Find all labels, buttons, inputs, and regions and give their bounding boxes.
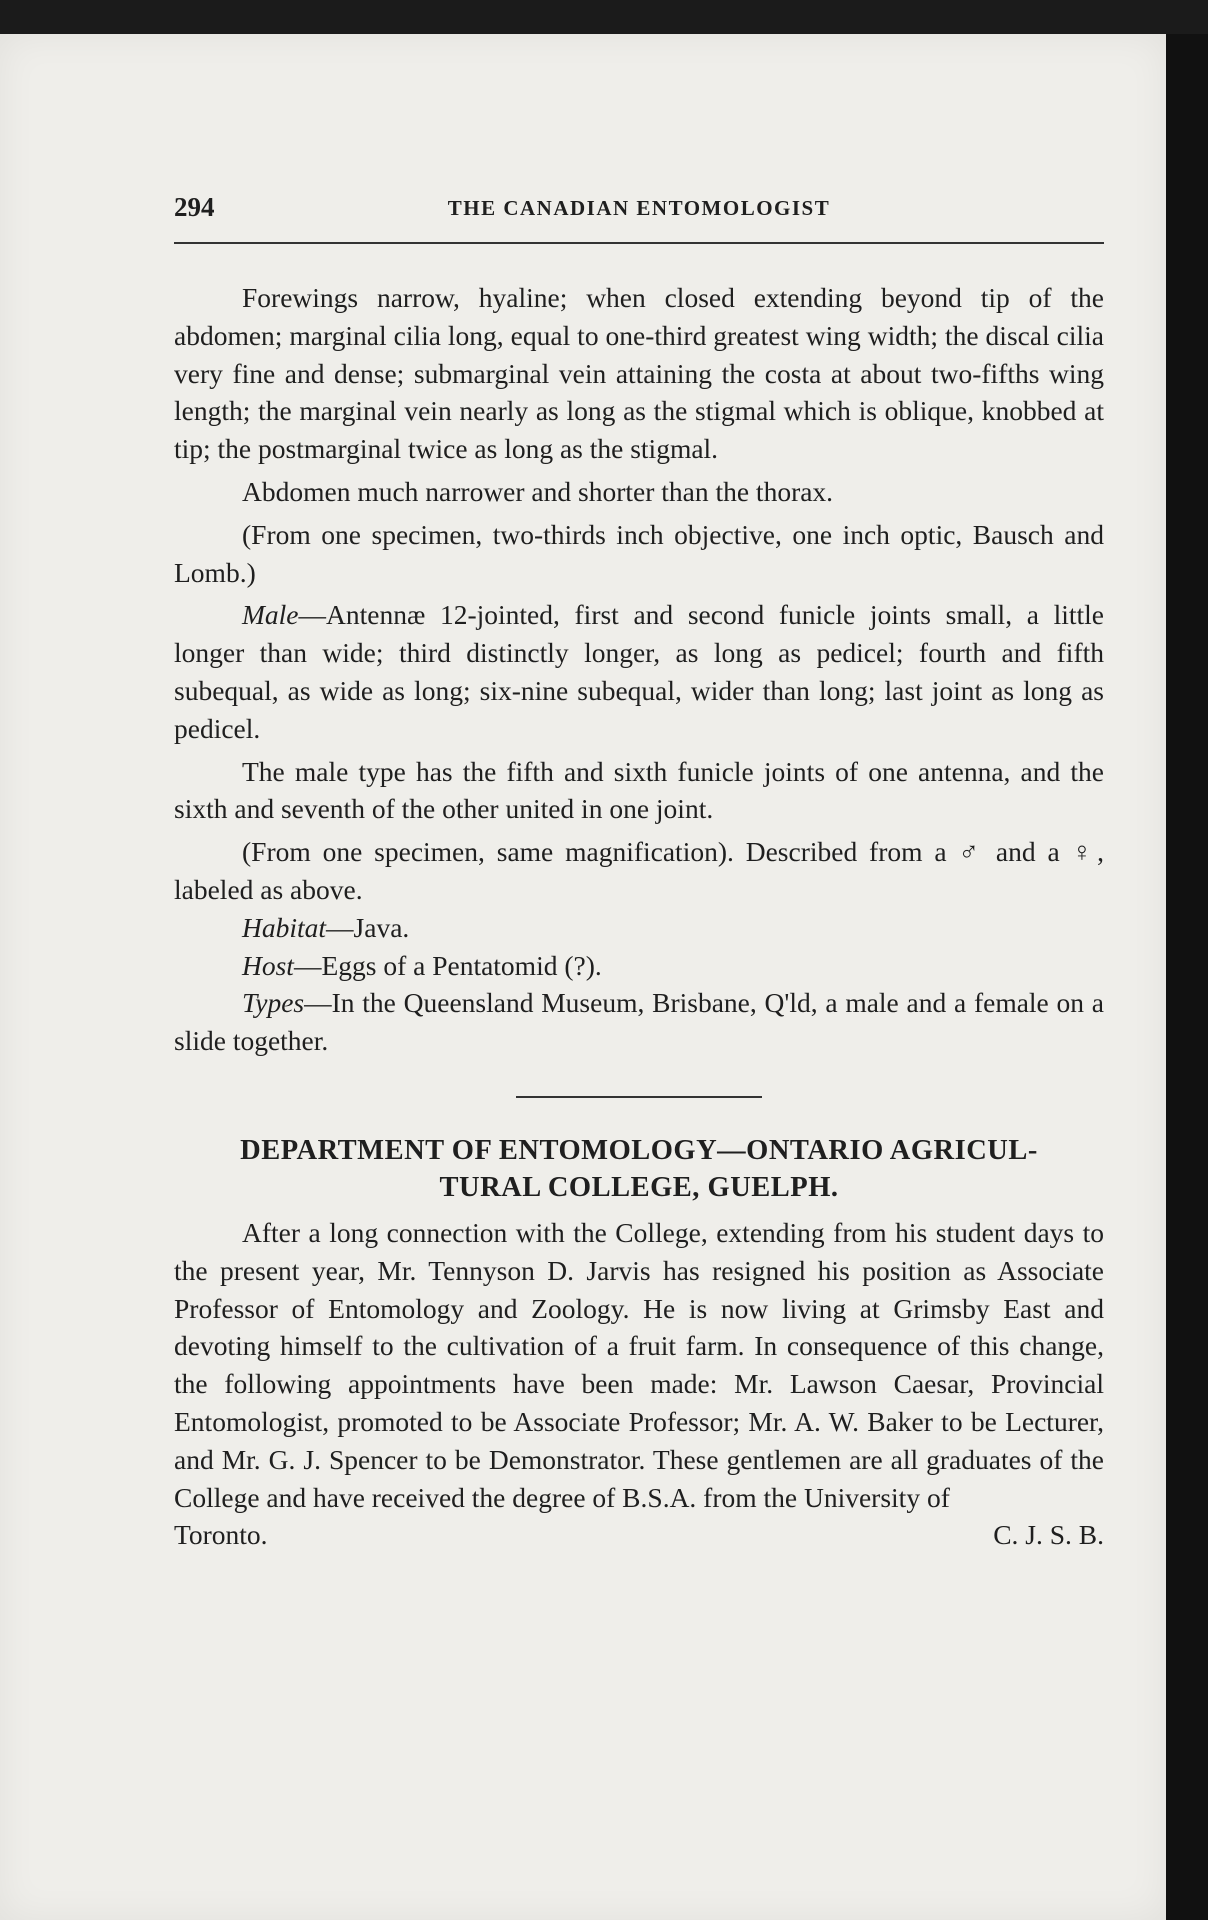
host-text: —Eggs of a Pentatomid (?). [293, 949, 602, 981]
department-heading [174, 1132, 1104, 1206]
types-label: Types [242, 987, 305, 1019]
host-paragraph [174, 947, 1104, 985]
signoff-line [174, 1516, 1104, 1554]
habitat-label: Habitat [242, 911, 327, 943]
described-from-paragraph: (From one specimen, same magnification). Described from a ♂ and a ♀, labeled as above. [174, 836, 1104, 905]
running-head [174, 192, 1104, 232]
male-paragraph [174, 596, 1104, 747]
types-paragraph [174, 984, 1104, 1060]
habitat-text: —Java. [326, 911, 410, 943]
habitat-paragraph [174, 909, 1104, 947]
male-label: Male [242, 599, 299, 631]
abdomen-paragraph: Abdomen much narrower and shorter than the thorax. [242, 475, 834, 507]
male-type-paragraph: The male type has the fifth and sixth funicle joints of one antenna, and the sixth and seventh of the other united in one joint. [174, 755, 1104, 825]
male-text: —Antennæ 12-jointed, first and second funicle joints small, a little longer than wide; third distinctly longer, as long as pedicel; fourth and fifth subequal, as wide as long; six-nine subequal, wider than long; last joint as long as pedicel. [174, 599, 1104, 744]
section-separator [516, 1096, 762, 1098]
page-number: 294 [174, 192, 215, 222]
specimen-note-paragraph: (From one specimen, two-thirds inch objective, one inch optic, Bausch and Lomb.) [174, 518, 1104, 588]
department-heading-line1: DEPARTMENT OF ENTOMOLOGY—ONTARIO AGRICUL- [240, 1134, 1038, 1166]
journal-title: THE CANADIAN ENTOMOLOGIST [447, 196, 831, 220]
author-initials: C. J. S. B. [993, 1519, 1104, 1551]
scan-right-border [1166, 34, 1208, 1920]
department-heading-line2: TURAL COLLEGE, GUELPH. [439, 1171, 839, 1203]
article-body [174, 279, 1104, 1554]
host-label: Host [242, 949, 294, 981]
forewings-paragraph: Forewings narrow, hyaline; when closed extending beyond tip of the abdomen; marginal cilia long, equal to one-third greatest wing width; the discal cilia very fine and dense; submarginal vein attaining the costa at about two-fifths wing length; the marginal vein nearly as long as the stigmal which is oblique, knobbed at tip; the postmarginal twice as long as the stigmal. [174, 282, 1104, 465]
department-paragraph: After a long connection with the College, extending from his student days to the present year, Mr. Tennyson D. Jarvis has resigned his position as Associate Professor of Entomology and Zoology. He is now living at Grimsby East and devoting himself to the cultivation of a fruit farm. In consequence of this change, the following appointments have been made: Mr. Lawson Caesar, Provincial Entomologist, promoted to be Associate Professor; Mr. A. W. Baker to be Lecturer, and Mr. G. J. Spencer to be Demonstrator. These gentlemen are all graduates of the College and have received the degree of B.S.A. from the University of [174, 1216, 1104, 1513]
last-word: Toronto. [174, 1519, 268, 1551]
header-rule [174, 242, 1104, 244]
types-text: —In the Queensland Museum, Brisbane, Q'ld, a male and a female on a slide together. [174, 987, 1104, 1057]
